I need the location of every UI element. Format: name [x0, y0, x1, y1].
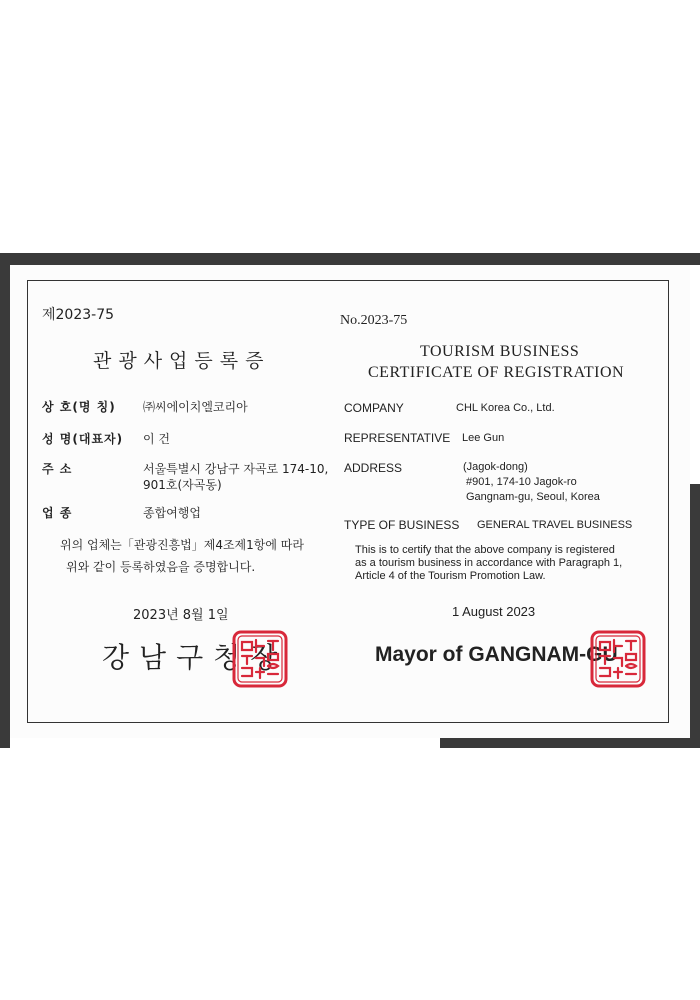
official-seal-icon: [590, 630, 646, 688]
address-line-1-en: (Jagok-dong): [463, 461, 528, 473]
company-value-en: CHL Korea Co., Ltd.: [456, 402, 555, 414]
business-type-label-kr: 업 종: [42, 506, 73, 520]
official-seal-icon: [232, 630, 288, 688]
company-label-en: COMPANY: [344, 401, 404, 415]
certificate-title-en-line-2: CERTIFICATE OF REGISTRATION: [368, 364, 625, 381]
address-line-2-kr: 901호(자곡동): [143, 478, 222, 492]
registration-number-en: No.2023-75: [340, 313, 408, 328]
scan-border-top: [0, 253, 700, 265]
representative-label-en: REPRESENTATIVE: [344, 431, 451, 445]
issuer-en: Mayor of GANGNAM-GU: [375, 643, 618, 666]
certification-line-2-kr: 위와 같이 등록하였음을 증명합니다.: [66, 560, 256, 574]
scan-border-bottom: [440, 738, 700, 748]
certification-line-2-en: as a tourism business in accordance with Paragraph 1,: [355, 557, 623, 569]
business-type-value-kr: 종합여행업: [143, 506, 201, 520]
certification-line-1-en: This is to certify that the above company is registered: [355, 544, 615, 556]
address-label-kr: 주 소: [42, 462, 73, 476]
issue-date-en: 1 August 2023: [452, 604, 536, 619]
address-line-1-kr: 서울특별시 강남구 자곡로 174-10,: [143, 462, 329, 476]
certificate-title-en-line-1: TOURISM BUSINESS: [420, 343, 580, 360]
address-label-en: ADDRESS: [344, 461, 403, 475]
certification-line-1-kr: 위의 업체는「관광진흥법」제4조제1항에 따라: [60, 538, 304, 552]
issuer-kr: 강남구청장: [102, 641, 288, 674]
business-type-value-en: GENERAL TRAVEL BUSINESS: [477, 519, 633, 531]
certificate-title-kr: 관광사업등록증: [93, 350, 271, 372]
scan-border-right: [690, 484, 700, 748]
registration-number-kr: 제2023-75: [42, 307, 115, 323]
representative-value-en: Lee Gun: [462, 432, 505, 444]
company-label-kr: 상 호(명 칭): [42, 400, 116, 414]
representative-value-kr: 이 건: [143, 432, 170, 446]
certification-line-3-en: Article 4 of the Tourism Promotion Law.: [355, 570, 546, 582]
scan-border-left: [0, 253, 10, 748]
business-type-label-en: TYPE OF BUSINESS: [344, 518, 460, 532]
address-line-2-en: #901, 174-10 Jagok-ro: [466, 476, 577, 488]
representative-label-kr: 성 명(대표자): [42, 432, 124, 446]
address-line-3-en: Gangnam-gu, Seoul, Korea: [466, 491, 600, 503]
company-value-kr: ㈜씨에이치엘코리아: [143, 400, 248, 414]
issue-date-kr: 2023년 8월 1일: [133, 608, 229, 623]
